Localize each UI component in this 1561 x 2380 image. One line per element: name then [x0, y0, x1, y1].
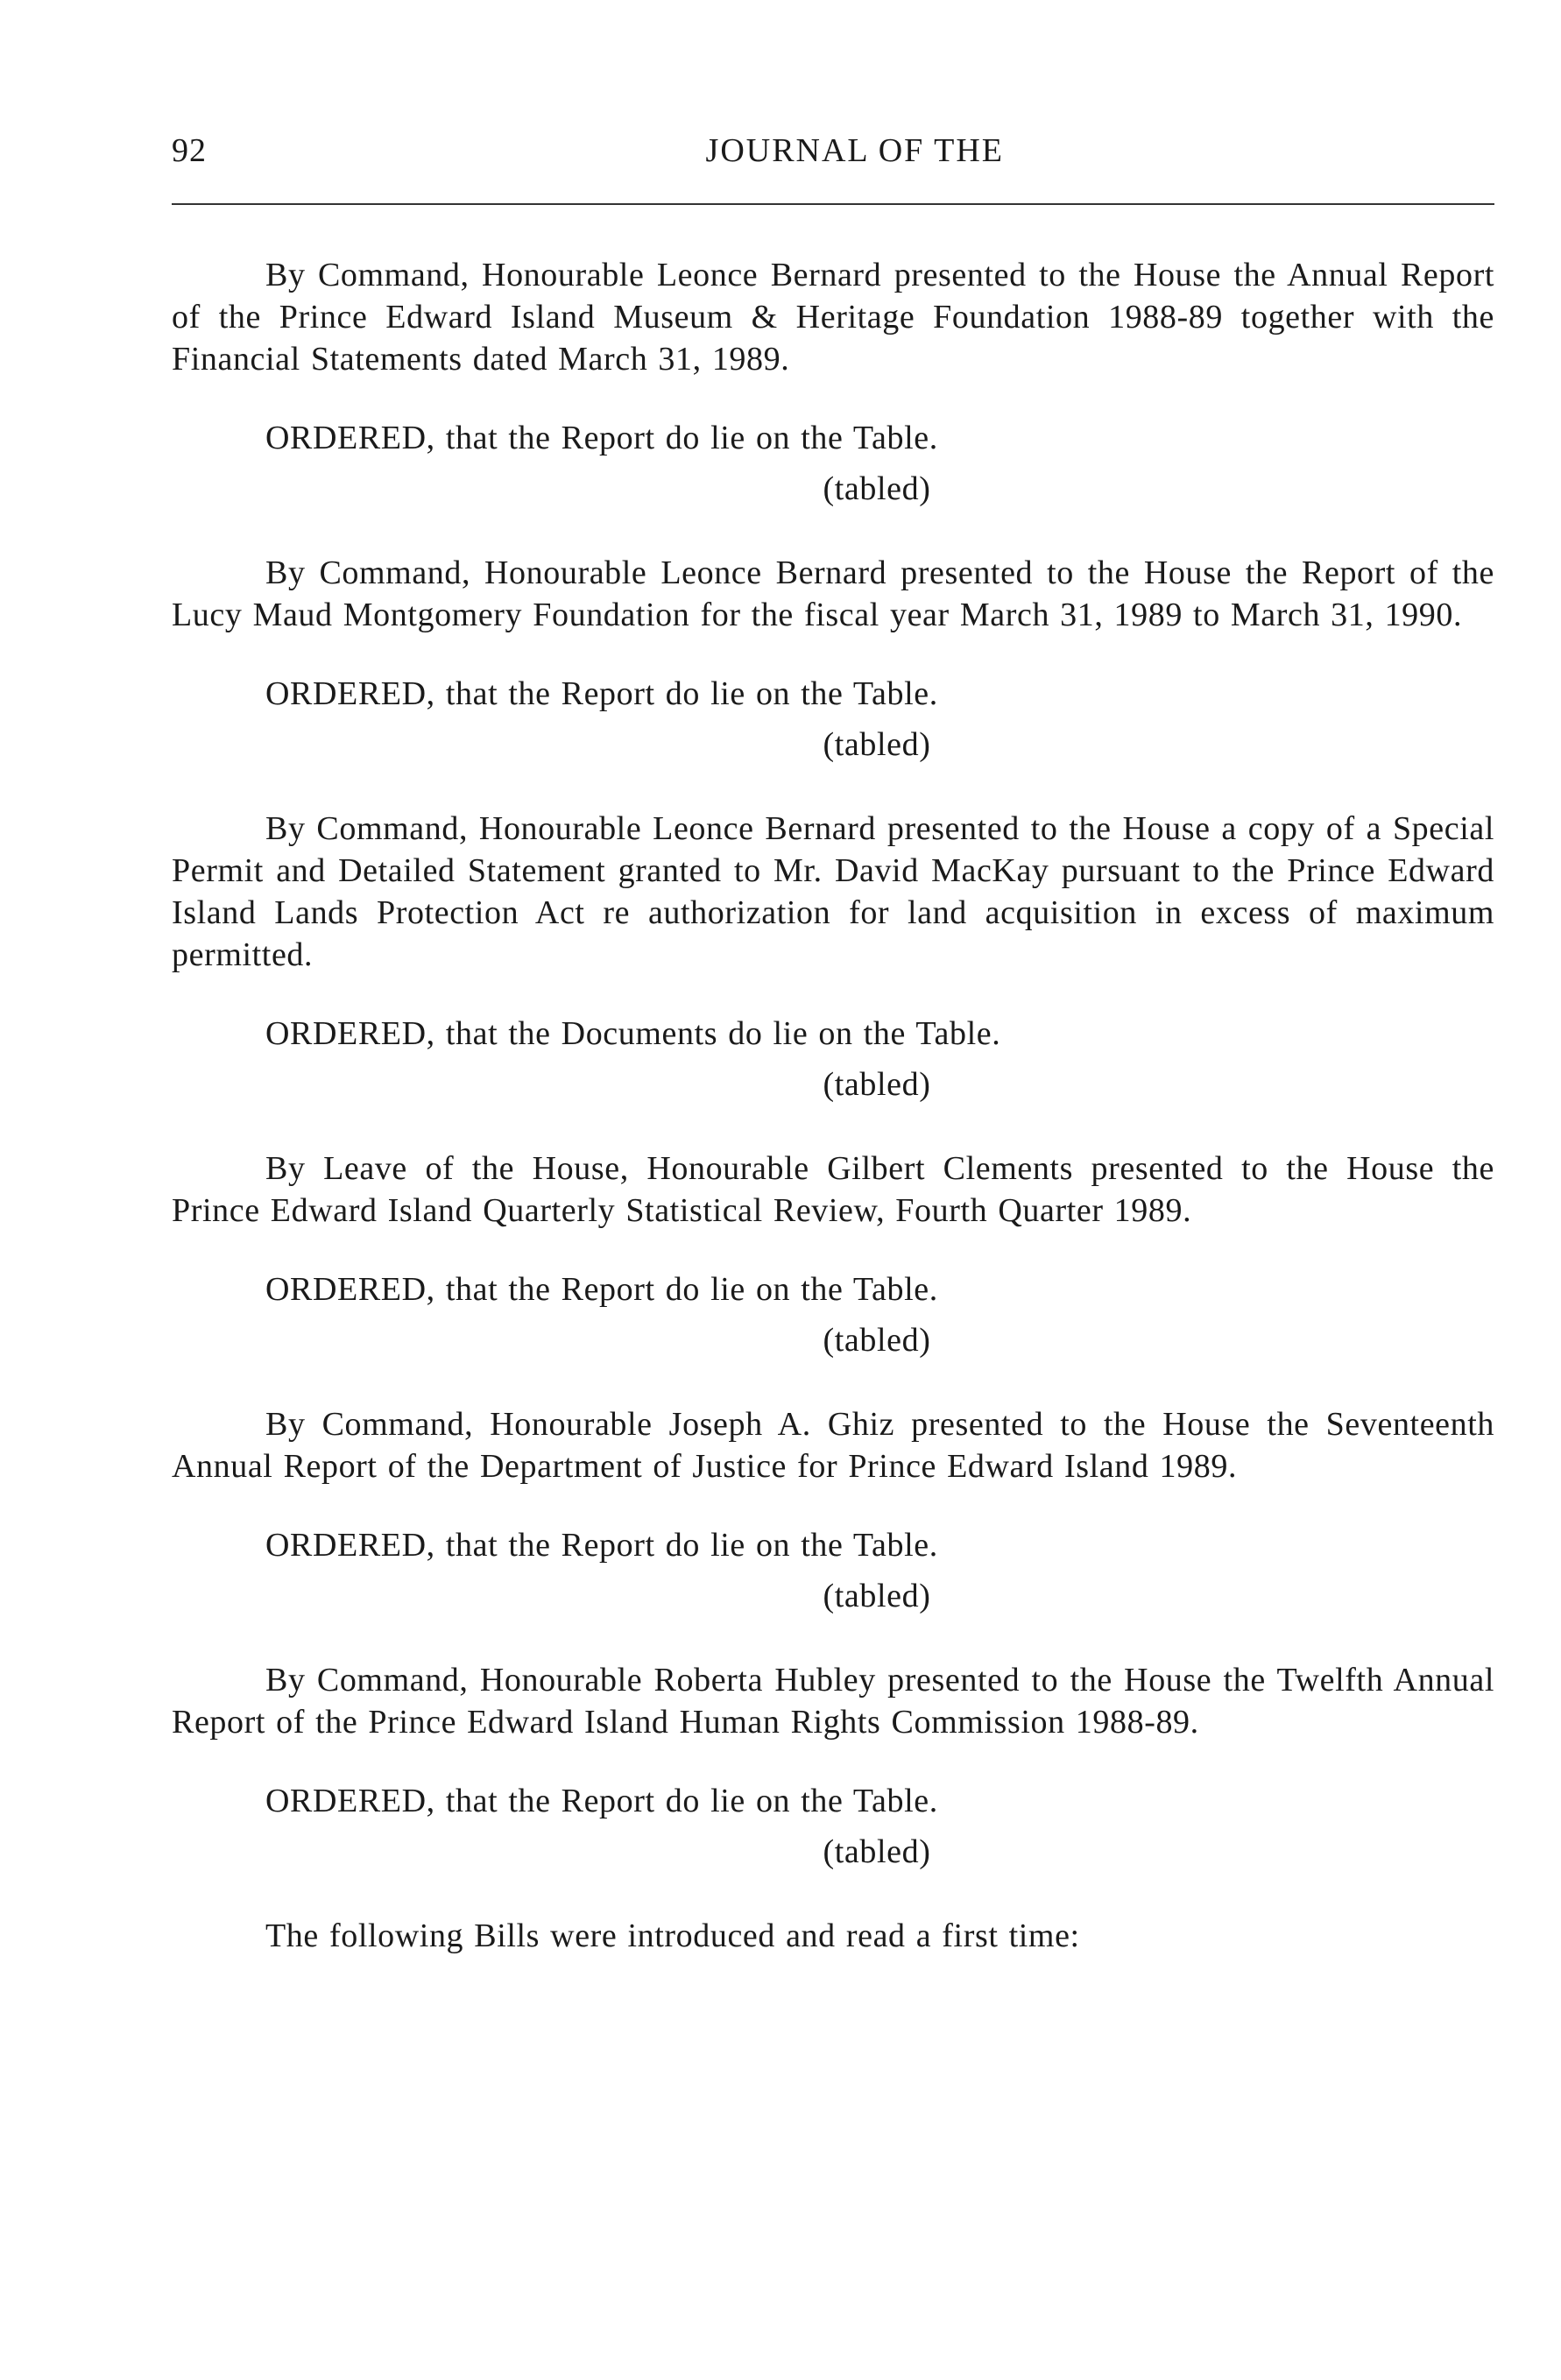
entry-paragraph: By Command, Honourable Joseph A. Ghiz presented to the House the Seventeenth Annual Report of the Department of Justice for Prince Edward Island 1989.	[172, 1406, 1494, 1485]
entry-paragraph: By Command, Honourable Leonce Bernard presented to the House a copy of a Special Permit and Detailed Statement granted to Mr. David MacKay pursuant to the Prince Edward Island Lands Protection Act re authorization for land acquisition in excess of maximum permitted.	[172, 810, 1494, 973]
tabling-entry	[172, 808, 1494, 1105]
journal-body	[172, 254, 1494, 1957]
tabling-entry	[172, 254, 1494, 510]
entry-paragraph: By Command, Honourable Leonce Bernard presented to the House the Report of the Lucy Maud Montgomery Foundation for the fiscal year March 31, 1989 to March 31, 1990.	[172, 554, 1494, 633]
ordered-line: ORDERED, that the Report do lie on the Table.	[265, 1527, 938, 1564]
ordered-line: ORDERED, that the Report do lie on the Table.	[265, 1271, 938, 1308]
tabled-note: (tabled)	[823, 470, 931, 507]
entry-paragraph: By Command, Honourable Leonce Bernard presented to the House the Annual Report of the Prince Edward Island Museum & Heritage Foundation 1988-89 together with the Financial Statements dated March 31, 1989.	[172, 257, 1494, 378]
page-header	[172, 131, 1494, 184]
tabled-note: (tabled)	[823, 1833, 931, 1870]
entry-paragraph: By Leave of the House, Honourable Gilbert Clements presented to the House the Prince Edward Island Quarterly Statistical Review, Fourth Quarter 1989.	[172, 1150, 1494, 1229]
entry-paragraph: By Command, Honourable Roberta Hubley presented to the House the Twelfth Annual Report of the Prince Edward Island Human Rights Commission 1988-89.	[172, 1662, 1494, 1741]
ordered-line: ORDERED, that the Report do lie on the Table.	[265, 420, 938, 456]
tabled-note: (tabled)	[823, 726, 931, 763]
tabled-note: (tabled)	[823, 1066, 931, 1103]
page-number: 92	[172, 132, 207, 169]
tabled-note: (tabled)	[823, 1322, 931, 1359]
ordered-line: ORDERED, that the Report do lie on the Table.	[265, 1783, 938, 1819]
tabling-entry	[172, 1148, 1494, 1361]
tabled-note: (tabled)	[823, 1578, 931, 1614]
tabling-entry	[172, 1659, 1494, 1873]
closing-line: The following Bills were introduced and read a first time:	[265, 1917, 1080, 1954]
tabling-entry	[172, 1403, 1494, 1617]
ordered-line: ORDERED, that the Report do lie on the Table.	[265, 675, 938, 712]
ordered-line: ORDERED, that the Documents do lie on the Table.	[265, 1015, 1001, 1052]
header-rule	[172, 203, 1494, 205]
tabling-entry	[172, 552, 1494, 766]
running-head: JOURNAL OF THE	[705, 132, 1004, 169]
